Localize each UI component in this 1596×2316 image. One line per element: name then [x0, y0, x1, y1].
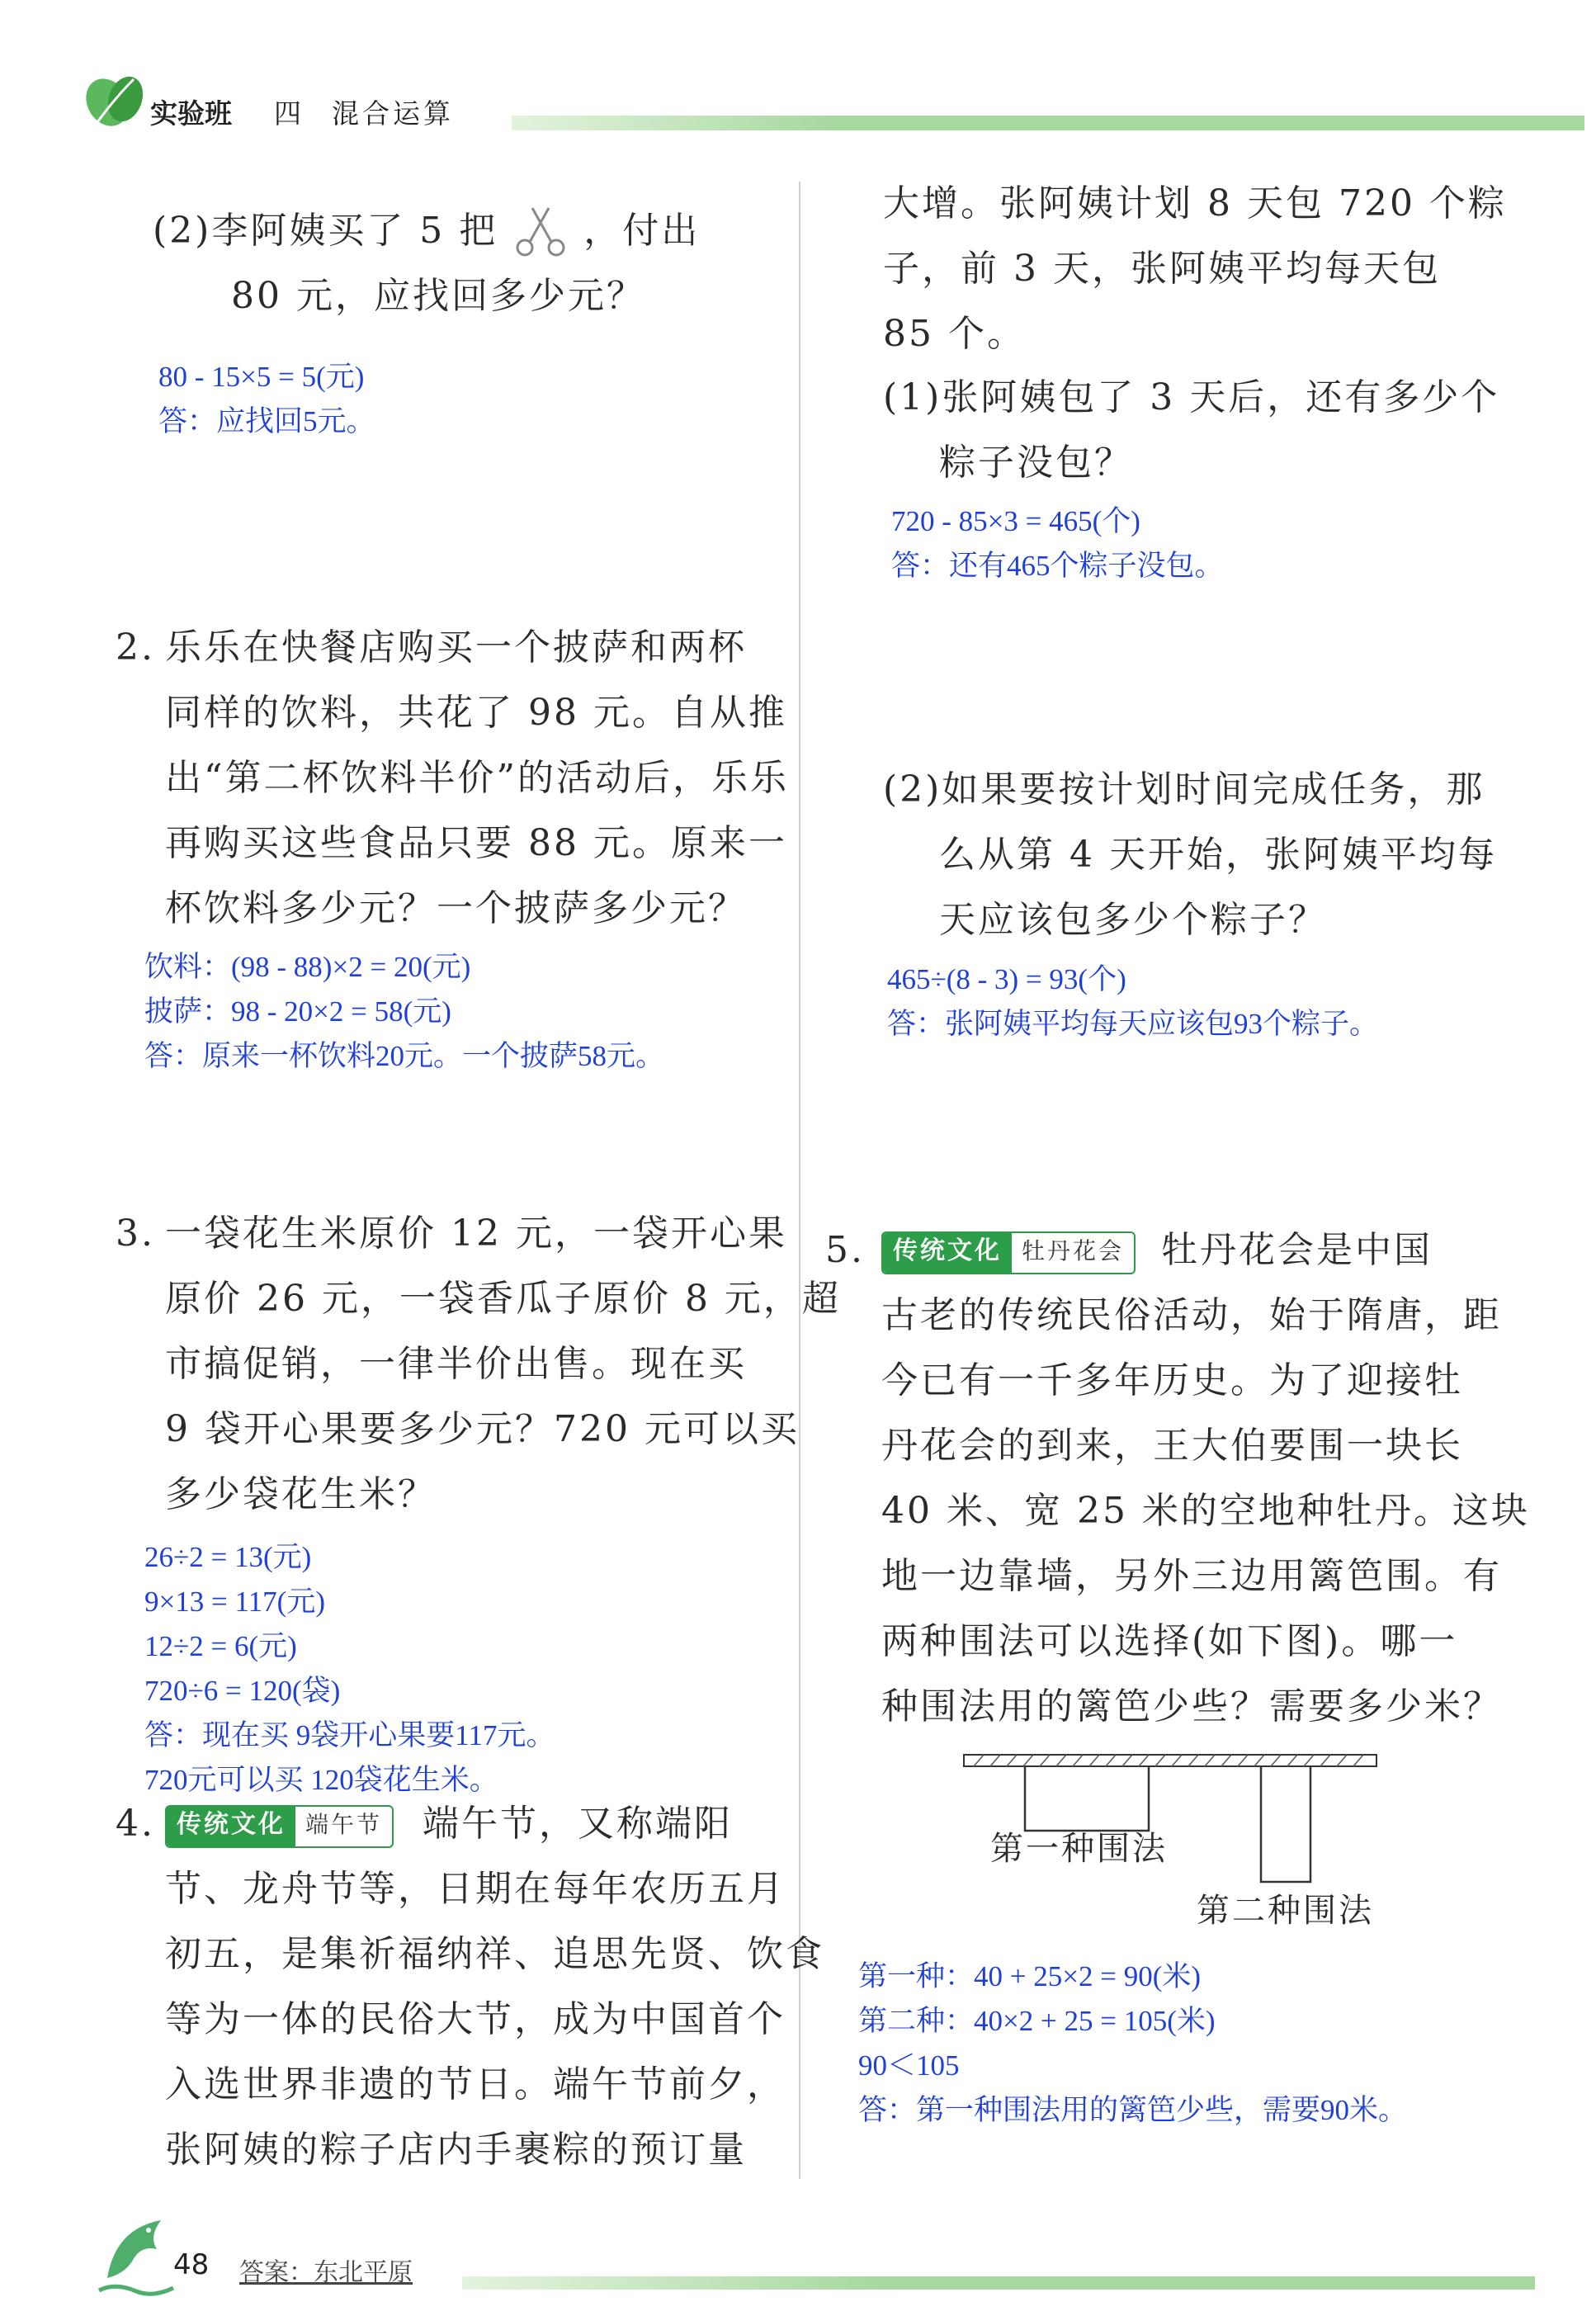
question-number: 4. [116, 1803, 155, 1845]
chapter-number: 四 [274, 97, 301, 130]
answer-line: 答：张阿姨平均每天应该包93个粽子。 [887, 1008, 1379, 1040]
q2-line: 再购买这些食品只要 88 元。原来一 [165, 822, 787, 864]
q5-answer [858, 1954, 1407, 2133]
q2-line: 出“第二杯饮料半价”的活动后，乐乐 [165, 757, 789, 799]
question-1-part-2 [153, 198, 780, 328]
q3-line: 多少袋花生米？ [165, 1473, 437, 1515]
question-number: 2. [116, 626, 155, 669]
q3-line: 原价 26 元，一袋香瓜子原价 8 元，超 [165, 1278, 841, 1320]
q3-line: 一袋花生米原价 12 元，一袋开心果 [165, 1212, 787, 1255]
answer-line: 12÷2 = 6(元) [144, 1630, 297, 1662]
q4-part-2 [883, 757, 1560, 952]
culture-tag: 传统文化 牡丹花会 [881, 1231, 1136, 1274]
q1-2-line1: (2)李阿姨买了 5 把 [153, 210, 498, 252]
page-header [83, 73, 1502, 139]
q1-2-line2: 80 元，应找回多少元？ [231, 275, 645, 317]
q4-2-line: 么从第 4 天开始，张阿姨平均每 [939, 834, 1497, 876]
q4-line: 等为一体的民俗大节，成为中国首个 [165, 1998, 786, 2040]
question-number: 3. [116, 1212, 155, 1255]
q1-2-answer [158, 355, 375, 444]
answer-line: 答：原来一杯饮料20元。一个披萨58元。 [144, 1040, 665, 1072]
q4-cont-line: 85 个。 [883, 313, 1026, 355]
answer-line: 第一种：40 + 25×2 = 90(米) [858, 1960, 1202, 1992]
q4-2-answer [887, 957, 1378, 1047]
q4-2-line: (2)如果要按计划时间完成任务，那 [883, 768, 1485, 811]
q5-line: 40 米、宽 25 米的空地种牡丹。这块 [881, 1490, 1530, 1532]
answer-line: 720元可以买 120袋花生米。 [144, 1764, 498, 1796]
culture-tag: 传统文化 端午节 [165, 1805, 394, 1848]
q4-continued [883, 171, 1560, 366]
publisher-label: 答案：东北平原 [239, 2258, 413, 2287]
chapter-title: 混合运算 [332, 97, 454, 130]
answer-line: 答：还有465个粽子没包。 [891, 550, 1224, 582]
q4-2-line: 天应该包多少个粽子？ [939, 899, 1327, 941]
q5-line: 两种围法可以选择(如下图)。哪一 [881, 1620, 1458, 1662]
q2-line: 同样的饮料，共花了 98 元。自从推 [165, 692, 787, 734]
q3-line: 9 袋开心果要多少元？720 元可以买 [165, 1408, 800, 1450]
fence-method-2 [1261, 1766, 1310, 1882]
q3-answer [144, 1535, 555, 1803]
scissors-icon [512, 205, 569, 262]
answer-line: 答：第一种围法用的篱笆少些，需要90米。 [858, 2094, 1408, 2126]
q1-2-line1b: ，付出 [583, 210, 701, 252]
dolphin-icon [91, 2212, 182, 2303]
answer-line: 720÷6 = 120(袋) [144, 1675, 341, 1707]
q2-answer [144, 945, 664, 1079]
q4-part-1 [883, 365, 1560, 495]
q5-line: 古老的传统民俗活动，始于隋唐，距 [881, 1294, 1502, 1336]
q5-line: 地一边靠墙，另外三边用篱笆围。有 [881, 1555, 1502, 1597]
header-green-bar [512, 116, 1584, 130]
q4-line: 入选世界非遗的节日。端午节前夕， [165, 2063, 786, 2106]
q4-cont-line: 子，前 3 天，张阿姨平均每天包 [883, 248, 1441, 290]
q5-line: 种围法用的篱笆少些？需要多少米？ [881, 1685, 1502, 1728]
q4-line: 张阿姨的粽子店内手裹粽的预订量 [165, 2129, 747, 2171]
q5-line: 今已有一千多年历史。为了迎接牡 [881, 1359, 1463, 1401]
q5-line1: 牡丹花会是中国 [1161, 1229, 1433, 1271]
footer-green-bar [462, 2276, 1535, 2290]
fig-label-method-1: 第一种围法 [990, 1830, 1168, 1868]
brand-title: 实验班 [150, 97, 232, 130]
answer-line: 披萨：98 - 20×2 = 58(元) [144, 995, 451, 1028]
answer-line: 90＜105 [858, 2049, 960, 2082]
q3-line: 市搞促销，一律半价出售。现在买 [165, 1343, 747, 1385]
q5-line: 丹花会的到来，王大伯要围一块长 [881, 1425, 1463, 1467]
wall [964, 1755, 1376, 1766]
q4-1-line: 粽子没包？ [939, 442, 1133, 484]
q4-cont-line: 大增。张阿姨计划 8 天包 720 个粽 [883, 182, 1507, 225]
q2-line: 乐乐在快餐店购买一个披萨和两杯 [165, 626, 747, 669]
page-number: 48 [173, 2248, 210, 2281]
fence-method-1 [1025, 1766, 1149, 1831]
answer-line: 465÷(8 - 3) = 93(个) [887, 963, 1126, 995]
question-number: 5. [825, 1229, 865, 1271]
q4-line: 节、龙舟节等，日期在每年农历五月 [165, 1868, 786, 1910]
q2-line: 杯饮料多少元？一个披萨多少元？ [165, 887, 747, 929]
answer-line: 答：应找回5元。 [158, 405, 375, 437]
answer-line: 第二种：40×2 + 25 = 105(米) [858, 2005, 1216, 2037]
q4-line: 初五，是集祈福纳祥、追思先贤、饮食 [165, 1933, 824, 1975]
answer-line: 26÷2 = 13(元) [144, 1541, 312, 1573]
fig-label-method-2: 第二种围法 [1197, 1892, 1374, 1930]
q4-1-answer [891, 499, 1224, 588]
leaf-logo-icon [83, 73, 149, 130]
page-footer [0, 2212, 1596, 2316]
answer-line: 答：现在买 9袋开心果要117元。 [144, 1719, 555, 1751]
q4-1-line: (1)张阿姨包了 3 天后，还有多少个 [883, 376, 1500, 418]
q4-line1: 端午节，又称端阳 [423, 1803, 734, 1845]
answer-line: 9×13 = 117(元) [144, 1586, 325, 1618]
answer-line: 720 - 85×3 = 465(个) [891, 505, 1140, 537]
answer-line: 80 - 15×5 = 5(元) [158, 361, 365, 393]
answer-line: 饮料：(98 - 88)×2 = 20(元) [144, 951, 471, 983]
